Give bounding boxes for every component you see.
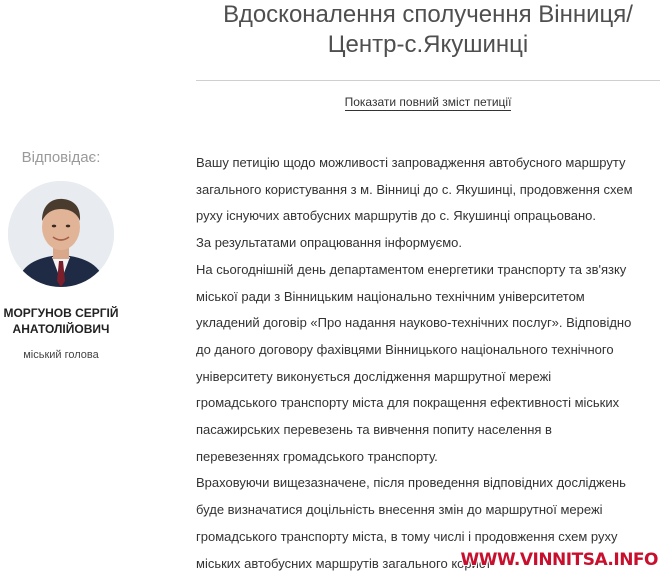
show-full-container [196,95,660,109]
answer-line: громадського транспорту міста для покращення ефективності міських [196,395,620,411]
responds-label: Відповідає: [21,149,101,166]
avatar-portrait-icon [8,181,114,287]
responder-name [0,305,122,337]
show-full-petition-link[interactable]: Показати повний зміст петиції [344,95,512,109]
answer-line: загального користування з м. Вінниці до с. Якушинці, продовження схем [196,181,633,197]
answer-line: Враховуючи вищезазначене, після проведення відповідних досліджень [196,475,626,491]
answer-line: За результатами опрацювання інформуємо. [196,235,462,251]
site-watermark: WWW.VINNITSA.INFO [460,550,658,570]
answer-line: до даного договору фахівцями Вінницького національного технічного [196,341,614,357]
answer-line: На сьогоднішній день департаментом енергетики транспорту та зв'язку [196,261,627,277]
answer-line: буде визначатися доцільність внесення змін до маршрутної мережі [196,502,603,518]
answer-line: пасажирських перевезень та вивчення попиту населення в [196,422,552,438]
answer-line: міської ради з Вінницьким національно технічним університетом [196,288,585,304]
petition-title-line-1: Вдосконалення сполучення Вінниця/ [223,1,633,28]
answer-line: громадського транспорту міста, в тому числі і продовження схем руху [196,528,618,544]
answer-line: перевезеннях громадського транспорту. [196,448,438,464]
responder-avatar [8,181,114,287]
petition-title-line-2: Центр-с.Якушинці [327,31,529,58]
answer-text [196,150,660,577]
answer-line: руху існуючих автобусних маршрутів до с. Якушинці опрацьовано. [196,208,596,224]
answer-line: укладений договір «Про надання науково-технічних послуг». Відповідно [196,315,632,331]
responder-name-line-2: АНАТОЛІЙОВИЧ [12,322,110,336]
answer-line: міських автобусних маршрутів загального корист [196,555,492,571]
responder-position: міський голова [23,349,99,361]
answer-line: університету виконується дослідження маршрутної мережі [196,368,552,384]
responder-name-line-1: МОРГУНОВ СЕРГІЙ [3,306,119,320]
petition-title [196,0,660,60]
answer-line: Вашу петицію щодо можливості запровадження автобусного маршруту [196,155,626,170]
title-divider [196,80,660,81]
